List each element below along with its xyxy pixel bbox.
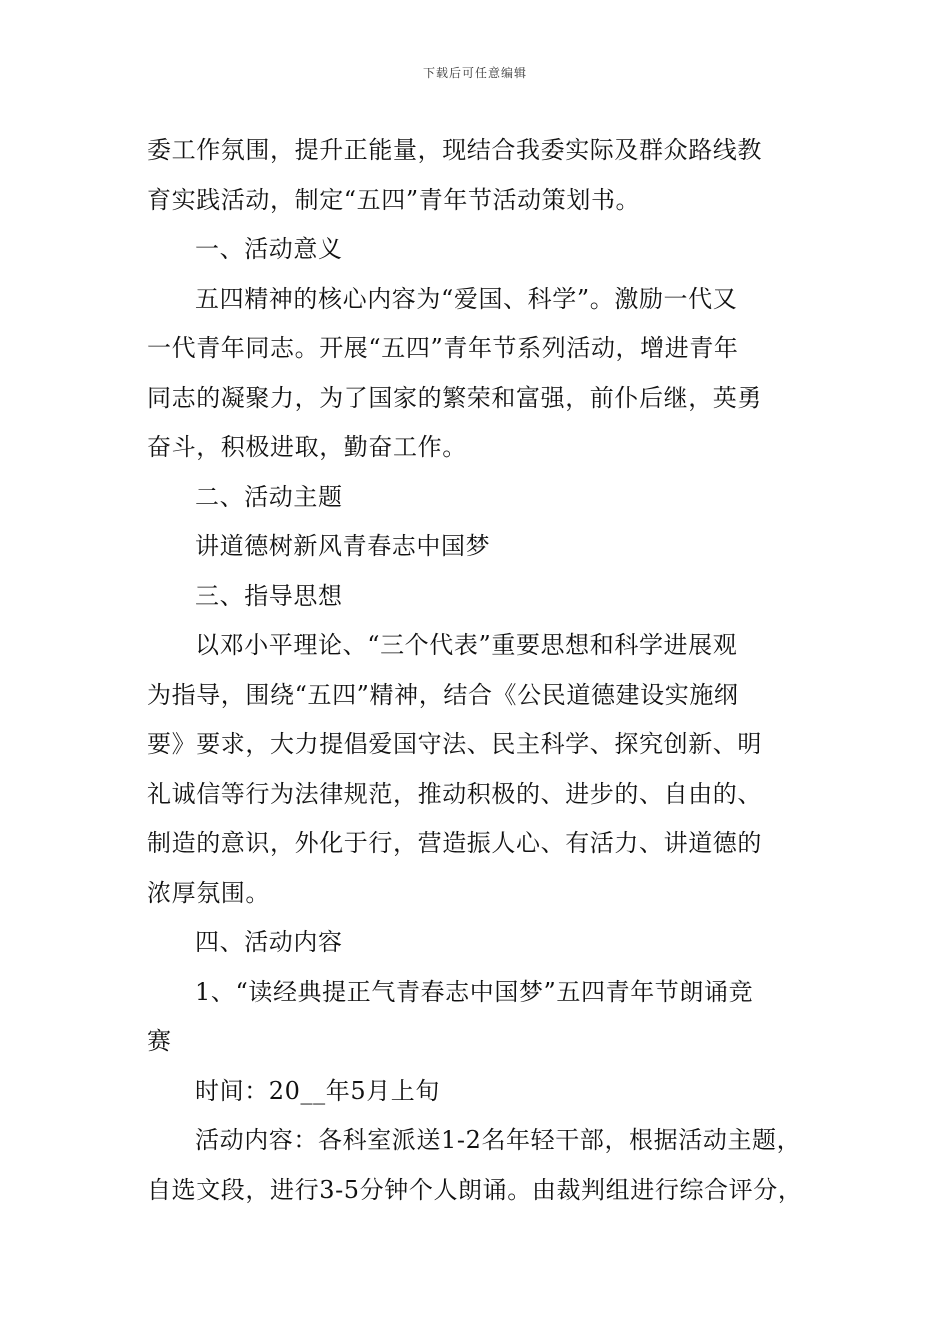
page-header-note: 下载后可任意编辑 — [422, 66, 527, 80]
text-line: 一代青年同志。开展“五四”青年节系列活动，增进青年 — [147, 334, 739, 362]
text-line: 五四精神的核心内容为“爱国、科学”。激励一代又 — [195, 284, 738, 313]
text-line: 浓厚氛围。 — [147, 878, 270, 907]
text-line: 活动内容：各科室派送1-2名年轻干部，根据活动主题， — [195, 1126, 802, 1154]
text-line: 以邓小平理论、“三个代表”重要思想和科学进展观 — [195, 631, 738, 659]
text-line: 委工作氛围，提升正能量，现结合我委实际及群众路线教 — [147, 136, 762, 164]
text-line: 礼诚信等行为法律规范，推动积极的、进步的、自由的、 — [147, 779, 762, 808]
text-line: 赛 — [147, 1027, 172, 1055]
text-line: 自选文段，进行3-5分钟个人朗诵。由裁判组进行综合评分， — [147, 1175, 803, 1204]
section-heading: 三、指导思想 — [195, 581, 343, 610]
section-heading: 四、活动内容 — [195, 928, 343, 956]
section-heading: 一、活动意义 — [195, 235, 343, 263]
text-line: 育实践活动，制定“五四”青年节活动策划书。 — [147, 185, 641, 214]
text-line: 要》要求，大力提倡爱国守法、民主科学、探究创新、明 — [147, 730, 762, 758]
text-line: 同志的凝聚力，为了国家的繁荣和富强，前仆后继，英勇 — [147, 383, 762, 412]
section-heading: 二、活动主题 — [195, 482, 343, 511]
text-line: 奋斗，积极进取，勤奋工作。 — [147, 433, 467, 461]
document-body — [147, 126, 817, 1215]
text-line: 1、“读经典提正气青春志中国梦”五四青年节朗诵竞 — [195, 977, 754, 1006]
text-line: 讲道德树新风青春志中国梦 — [195, 532, 491, 560]
text-line: 制造的意识，外化于行，营造振人心、有活力、讲道德的 — [147, 829, 762, 857]
text-line: 为指导，围绕“五四”精神，结合《公民道德建设实施纲 — [147, 680, 739, 709]
text-line: 时间：20__年5月上旬 — [195, 1076, 441, 1105]
